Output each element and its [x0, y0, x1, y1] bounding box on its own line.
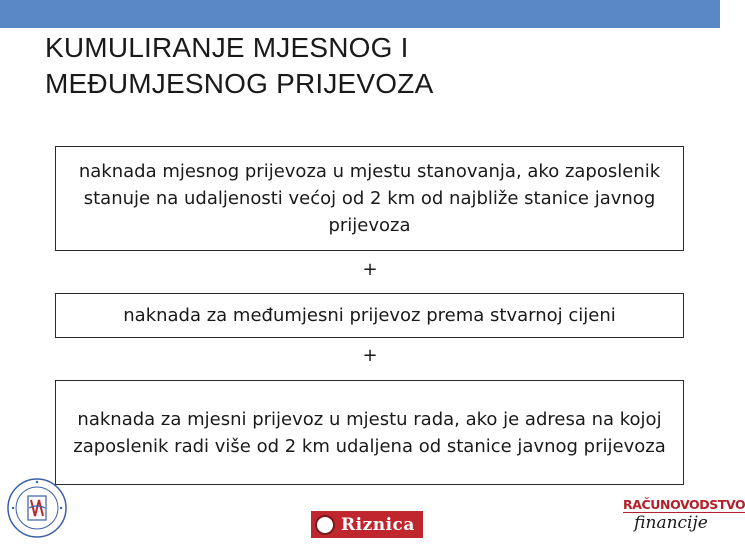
slide-title: [45, 30, 685, 102]
slide-title-line2: MEĐUMJESNOG PRIJEVOZA: [45, 68, 434, 99]
text-box-local-transport-home: [55, 146, 684, 251]
top-accent-bar: [0, 0, 720, 28]
association-seal-logo: [3, 476, 71, 540]
text-box-label: naknada za mjesni prijevoz u mjestu rada, ako je adresa na kojoj zaposlenik radi više od 2 km udaljena od stanice javnog prijevoza: [73, 408, 666, 457]
riznica-seal-icon: [315, 515, 335, 535]
text-box-local-transport-work: [55, 380, 684, 485]
riznica-logo-text: Riznica: [341, 514, 415, 535]
text-box-intercity-transport: [55, 293, 684, 338]
logo-right-line2: financije: [634, 513, 708, 533]
logo-right-line1: RAČUNOVODSTVO: [623, 497, 745, 512]
plus-sign: +: [362, 259, 378, 280]
text-box-label: naknada mjesnog prijevoza u mjestu stanovanja, ako zaposlenik stanuje na udaljenosti većoj od 2 km od najbliže stanice javnog prijevoza: [78, 161, 661, 236]
racunovodstvo-financije-logo: [623, 496, 745, 540]
text-box-label: naknada za međumjesni prijevoz prema stvarnoj cijeni: [123, 305, 616, 326]
slide-title-line1: KUMULIRANJE MJESNOG I: [45, 32, 409, 63]
plus-sign: +: [362, 345, 378, 366]
riznica-logo: [311, 511, 423, 538]
